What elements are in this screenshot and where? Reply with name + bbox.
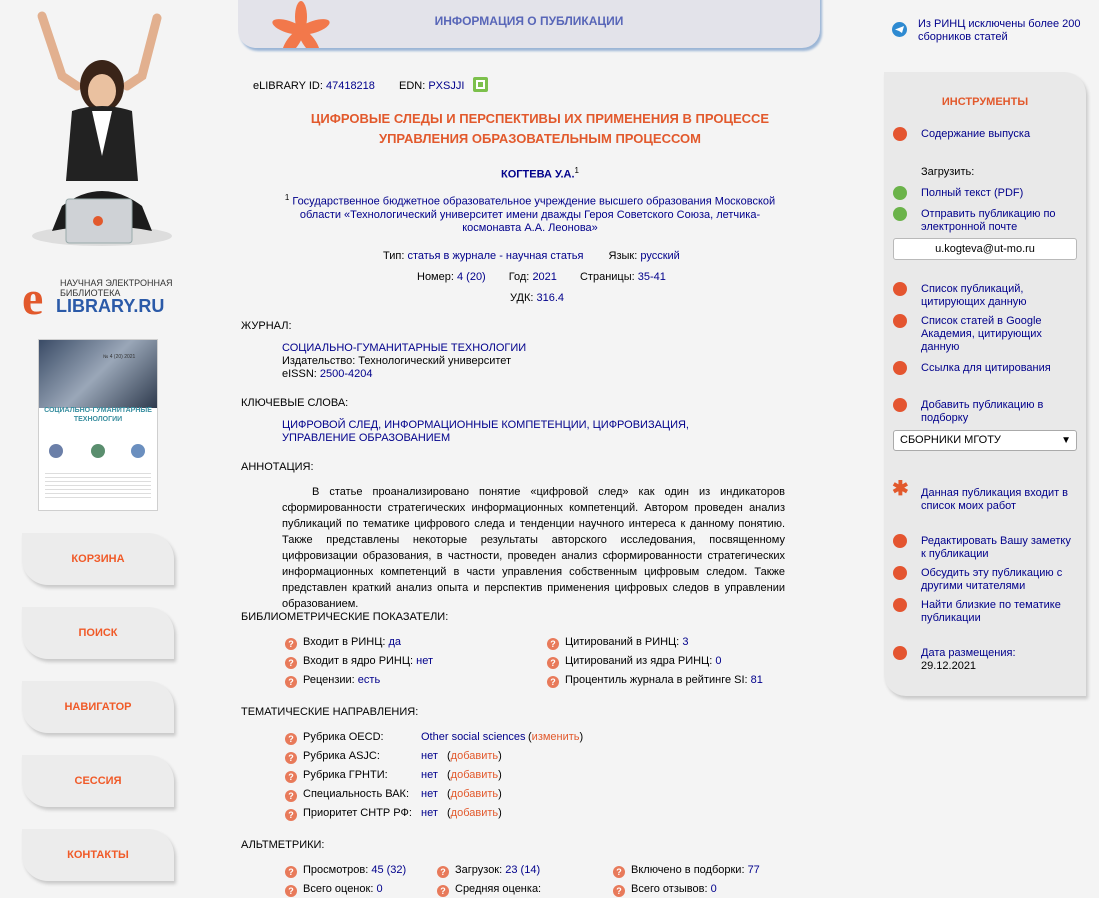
nav-cart-button[interactable]: КОРЗИНА: [22, 533, 174, 585]
affil-sup: 1: [284, 193, 290, 202]
edn-label: EDN:: [399, 80, 426, 92]
topic-row: ? Рубрика ASJC: нет (добавить): [285, 750, 380, 764]
biblio-item: ? Входит в РИНЦ: да: [285, 636, 401, 650]
svg-text:e: e: [22, 276, 44, 322]
journal-section-title: ЖУРНАЛ:: [241, 320, 292, 332]
altmetric-item: ? Просмотров: 45 (32): [285, 864, 406, 878]
full-text-pdf-link[interactable]: Полный текст (PDF): [921, 187, 1071, 200]
similar-link[interactable]: Найти близкие по тематике публикации: [921, 599, 1071, 625]
journal-block: [282, 342, 526, 381]
edit-note-link[interactable]: Редактировать Вашу заметку к публикации: [921, 535, 1071, 561]
topic-row: ? Рубрика OECD: Other social sciences (изменить): [285, 731, 384, 745]
keywords-section-title: КЛЮЧЕВЫЕ СЛОВА:: [241, 397, 349, 409]
help-icon[interactable]: ?: [285, 790, 297, 802]
rinc-notice[interactable]: [892, 18, 1088, 44]
biblio-item: ? Рецензии: есть: [285, 674, 380, 688]
posting-date: Дата размещения: 29.12.2021: [921, 647, 1071, 673]
play-icon: [893, 646, 907, 660]
udk-label: УДК:: [510, 292, 534, 304]
add-link[interactable]: добавить: [450, 788, 499, 800]
number-label: Номер:: [417, 271, 454, 283]
help-icon[interactable]: ?: [285, 752, 297, 764]
tools-title: ИНСТРУМЕНТЫ: [941, 96, 1029, 108]
help-icon[interactable]: ?: [285, 885, 297, 897]
type-row: [383, 250, 680, 262]
help-icon[interactable]: ?: [285, 657, 297, 669]
affiliation: [272, 191, 788, 235]
add-link[interactable]: добавить: [450, 807, 499, 819]
logo-brand: LIBRARY.RU: [56, 296, 165, 316]
abstract-text: В статье проанализировано понятие «цифровой след» как один из индикаторов сформированности стратегических информационных компетенций. Автором проведен анализ публикаций по тематике цифрового следа и тенденции научного интереса к данному понятию. Также представлены некоторые результаты авторского исследования, посвященному цифровизации образования, в частности, проведен анализ сформированности стратегических информационных компетенций в части управления собственным цифровым следом. Также представлен краткий анализ опыта и перспектив применения цифровых следов в управлении образованием.: [282, 486, 785, 610]
type-label: Тип:: [383, 250, 405, 262]
discuss-link[interactable]: Обсудить эту публикацию с другими читателями: [921, 567, 1071, 593]
altmetric-item: ? Включено в подборки: 77: [613, 864, 760, 878]
type-value: статья в журнале - научная статья: [407, 250, 584, 262]
download-label: Загрузить:: [921, 166, 975, 178]
author-sup: 1: [574, 166, 579, 175]
journal-cover[interactable]: [38, 339, 158, 511]
help-icon[interactable]: ?: [285, 638, 297, 650]
altmetrics-section-title: АЛЬТМЕТРИКИ:: [241, 839, 325, 851]
biblio-section-title: БИБЛИОМЕТРИЧЕСКИЕ ПОКАЗАТЕЛИ:: [241, 611, 449, 623]
altmetric-item: ? Всего оценок: 0: [285, 883, 383, 897]
help-icon[interactable]: ?: [613, 866, 625, 878]
my-works-link[interactable]: ✱ Данная публикация входит в список моих работ: [892, 478, 1069, 512]
journal-publisher: Издательство: Технологический университет: [282, 355, 512, 367]
altmetric-item: ? Средняя оценка:: [437, 883, 541, 897]
collection-select-value: СБОРНИКИ МГОТУ: [900, 434, 1001, 446]
altmetric-item: ? Всего отзывов: 0: [613, 883, 717, 897]
rinc-notice-text[interactable]: Из РИНЦ исключены более 200 сборников статей: [918, 18, 1081, 43]
udk-value: 316.4: [536, 292, 565, 304]
article-title: ЦИФРОВЫЕ СЛЕДЫ И ПЕРСПЕКТИВЫ ИХ ПРИМЕНЕНИЯ В ПРОЦЕССЕ УПРАВЛЕНИЯ ОБРАЗОВАТЕЛЬНЫМ ПРОЦЕССОМ: [310, 111, 770, 146]
nav-contacts-button[interactable]: КОНТАКТЫ: [22, 829, 174, 881]
topics-section-title: ТЕМАТИЧЕСКИЕ НАПРАВЛЕНИЯ:: [241, 706, 419, 718]
play-icon: [893, 127, 907, 141]
biblio-item: ? Цитирований из ядра РИНЦ: 0: [547, 655, 721, 669]
asterisk-icon: ✱: [892, 478, 909, 500]
pages-label: Страницы:: [579, 271, 635, 283]
elibrary-id-value[interactable]: 47418218: [325, 80, 375, 92]
topic-row: ? Специальность ВАК: нет (добавить): [285, 788, 409, 802]
play-icon: [893, 566, 907, 580]
author-name[interactable]: КОГТЕВА У.А.: [501, 168, 575, 181]
help-icon[interactable]: ?: [613, 885, 625, 897]
year-value: 2021: [532, 271, 557, 283]
cover-title: СОЦИАЛЬНО-ГУМАНИТАРНЫЕ ТЕХНОЛОГИИ: [44, 407, 152, 423]
help-icon[interactable]: ?: [437, 866, 449, 878]
add-link[interactable]: добавить: [450, 750, 499, 762]
help-icon[interactable]: ?: [547, 676, 559, 688]
help-icon[interactable]: ?: [285, 676, 297, 688]
collection-select[interactable]: [893, 430, 1077, 451]
nav-search-button[interactable]: ПОИСК: [22, 607, 174, 659]
citing-list-link[interactable]: Список публикаций, цитирующих данную: [921, 283, 1071, 309]
help-icon[interactable]: ?: [285, 809, 297, 821]
udk-row: [510, 292, 564, 304]
year-label: Год:: [508, 271, 530, 283]
play-icon: [893, 282, 907, 296]
biblio-item: ? Процентиль журнала в рейтинге SI: 81: [547, 674, 763, 688]
edn-value[interactable]: PXSJJI: [428, 80, 465, 92]
topic-row: ? Рубрика ГРНТИ: нет (добавить): [285, 769, 388, 783]
add-to-collection-link[interactable]: Добавить публикацию в подборку: [921, 399, 1071, 425]
help-icon[interactable]: ?: [547, 638, 559, 650]
play-icon: [893, 314, 907, 328]
download-icon: [893, 186, 907, 200]
play-icon: [893, 534, 907, 548]
biblio-item: ? Входит в ядро РИНЦ: нет: [285, 655, 433, 669]
google-scholar-link[interactable]: Список статей в Google Академия, цитирующих данную: [921, 315, 1071, 354]
page-title: ИНФОРМАЦИЯ О ПУБЛИКАЦИИ: [434, 14, 624, 28]
author-row: [240, 166, 840, 181]
play-icon: [893, 361, 907, 375]
email-input[interactable]: [893, 238, 1077, 260]
help-icon[interactable]: ?: [547, 657, 559, 669]
abstract-section-title: АННОТАЦИЯ:: [241, 461, 314, 473]
issue-contents-link[interactable]: Содержание выпуска: [921, 128, 1071, 141]
hero-illustration: [22, 6, 174, 256]
help-icon[interactable]: ?: [285, 866, 297, 878]
cover-issue: № 4 (20) 2021: [103, 354, 136, 360]
affiliation-text[interactable]: Государственное бюджетное образовательное учреждение высшего образования Московской области «Технологический университет имени дважды Героя Советского Союза, летчика-космонавта А.А. Леонова»: [292, 195, 776, 234]
eissn-value: 2500-4204: [319, 368, 373, 380]
help-icon[interactable]: ?: [285, 771, 297, 783]
chevron-down-icon: ▼: [1061, 435, 1071, 446]
altmetric-item: ? Загрузок: 23 (14): [437, 864, 540, 878]
add-link[interactable]: добавить: [450, 769, 499, 781]
issue-row: [417, 271, 666, 283]
help-icon[interactable]: ?: [285, 733, 297, 745]
logo-tagline: НАУЧНАЯ ЭЛЕКТРОННАЯ БИБЛИОТЕКА: [60, 278, 173, 298]
pages-value: 35-41: [637, 271, 666, 283]
keywords-list[interactable]: ЦИФРОВОЙ СЛЕД, ИНФОРМАЦИОННЫЕ КОМПЕТЕНЦИИ, ЦИФРОВИЗАЦИЯ, УПРАВЛЕНИЕ ОБРАЗОВАНИЕМ: [282, 419, 689, 444]
play-icon: [893, 598, 907, 612]
edit-link[interactable]: изменить: [531, 731, 580, 743]
tools-panel: [884, 72, 1086, 696]
eissn-label: eISSN:: [282, 368, 317, 380]
help-icon[interactable]: ?: [437, 885, 449, 897]
elibrary-id-row: [253, 80, 375, 92]
journal-name[interactable]: СОЦИАЛЬНО-ГУМАНИТАРНЫЕ ТЕХНОЛОГИИ: [282, 342, 527, 354]
number-value[interactable]: 4 (20): [456, 271, 486, 283]
lang-value: русский: [640, 250, 680, 262]
cite-link[interactable]: Ссылка для цитирования: [921, 362, 1071, 375]
nav-session-button[interactable]: СЕССИЯ: [22, 755, 174, 807]
biblio-item: ? Цитирований в РИНЦ: 3: [547, 636, 688, 650]
play-icon: [893, 398, 907, 412]
edn-row: [399, 80, 464, 92]
topic-row: ? Приоритет СНТР РФ: нет (добавить): [285, 807, 412, 821]
elibrary-id-label: eLIBRARY ID:: [253, 80, 323, 92]
mail-icon: [893, 207, 907, 221]
lang-label: Язык:: [608, 250, 638, 262]
qr-code-icon[interactable]: [473, 77, 488, 92]
page-header: [238, 0, 820, 48]
elibrary-logo[interactable]: [22, 276, 182, 326]
nav-navigator-button[interactable]: НАВИГАТОР: [22, 681, 174, 733]
send-email-link[interactable]: Отправить публикацию по электронной почте: [921, 208, 1071, 234]
telegram-icon: [892, 22, 907, 37]
